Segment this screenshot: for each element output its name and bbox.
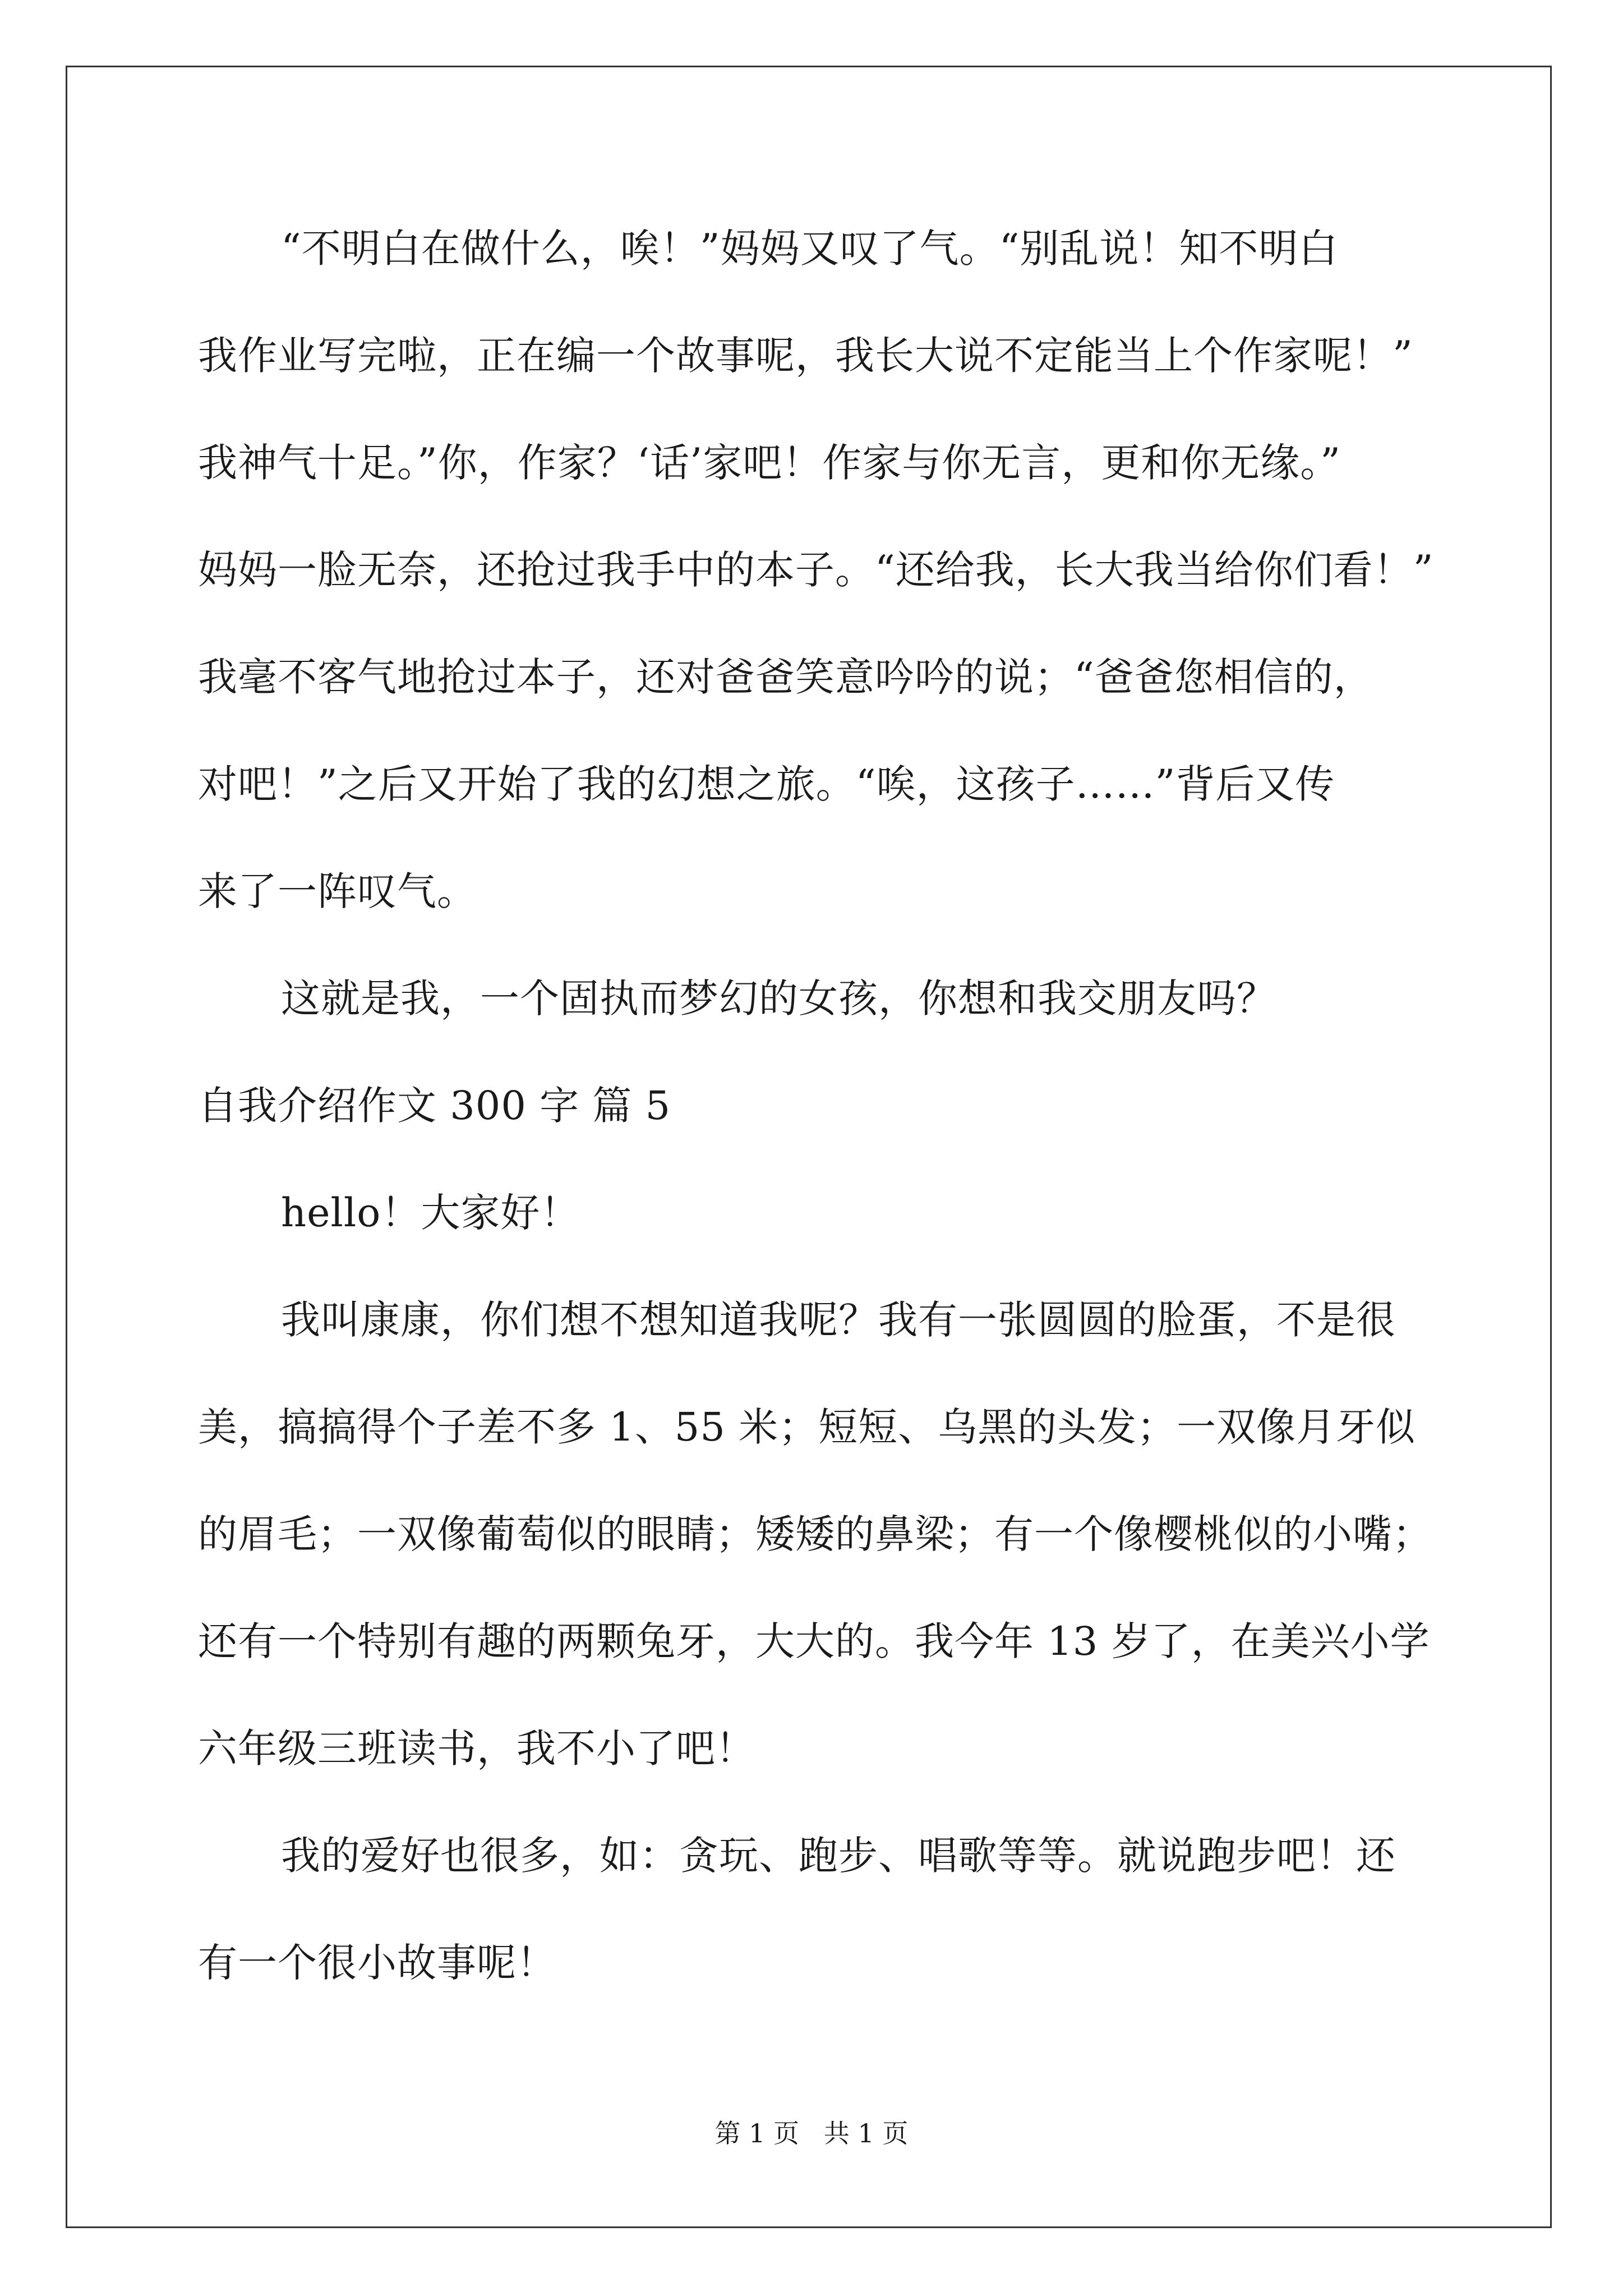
section-heading: 自我介绍作文 300 字 篇 5 bbox=[198, 1083, 671, 1129]
text-line: 对吧！”之后又开始了我的幻想之旅。“唉，这孩子……”背后又传 bbox=[198, 761, 1335, 807]
text-line: 有一个很小故事呢！ bbox=[198, 1940, 556, 1986]
text-line: 我作业写完啦，正在编一个故事呢，我长大说不定能当上个作家呢！” bbox=[198, 333, 1413, 379]
text-line: 妈妈一脸无奈，还抢过我手中的本子。“还给我，长大我当给你们看！” bbox=[198, 547, 1434, 593]
text-line: hello！大家好！ bbox=[281, 1190, 580, 1236]
text-line: 我毫不客气地抢过本子，还对爸爸笑意吟吟的说；“爸爸您相信的， bbox=[198, 654, 1373, 700]
text-line: “不明白在做什么，唉！”妈妈又叹了气。“别乱说！知不明白 bbox=[281, 226, 1339, 272]
text-line: 我神气十足。”你，作家？‘话’家吧！作家与你无言，更和你无缘。” bbox=[198, 440, 1341, 486]
document-body bbox=[198, 222, 1499, 2043]
text-line: 来了一阵叹气。 bbox=[198, 868, 477, 914]
text-line: 的眉毛；一双像葡萄似的眼睛；矮矮的鼻梁；有一个像樱桃似的小嘴； bbox=[198, 1511, 1432, 1557]
text-line: 我叫康康，你们想不想知道我呢？我有一张圆圆的脸蛋，不是很 bbox=[281, 1297, 1396, 1343]
text-line: 我的爱好也很多，如：贪玩、跑步、唱歌等等。就说跑步吧！还 bbox=[281, 1833, 1396, 1879]
text-line: 这就是我，一个固执而梦幻的女孩，你想和我交朋友吗？ bbox=[281, 976, 1276, 1022]
text-line: 美，搞搞得个子差不多 1、55 米；短短、乌黑的头发；一双像月牙似 bbox=[198, 1404, 1416, 1450]
text-line: 六年级三班读书，我不小了吧！ bbox=[198, 1726, 755, 1772]
text-line: 还有一个特别有趣的两颗兔牙，大大的。我今年 13 岁了，在美兴小学 bbox=[198, 1618, 1430, 1664]
page-number-footer: 第 1 页 共 1 页 bbox=[714, 2118, 909, 2148]
